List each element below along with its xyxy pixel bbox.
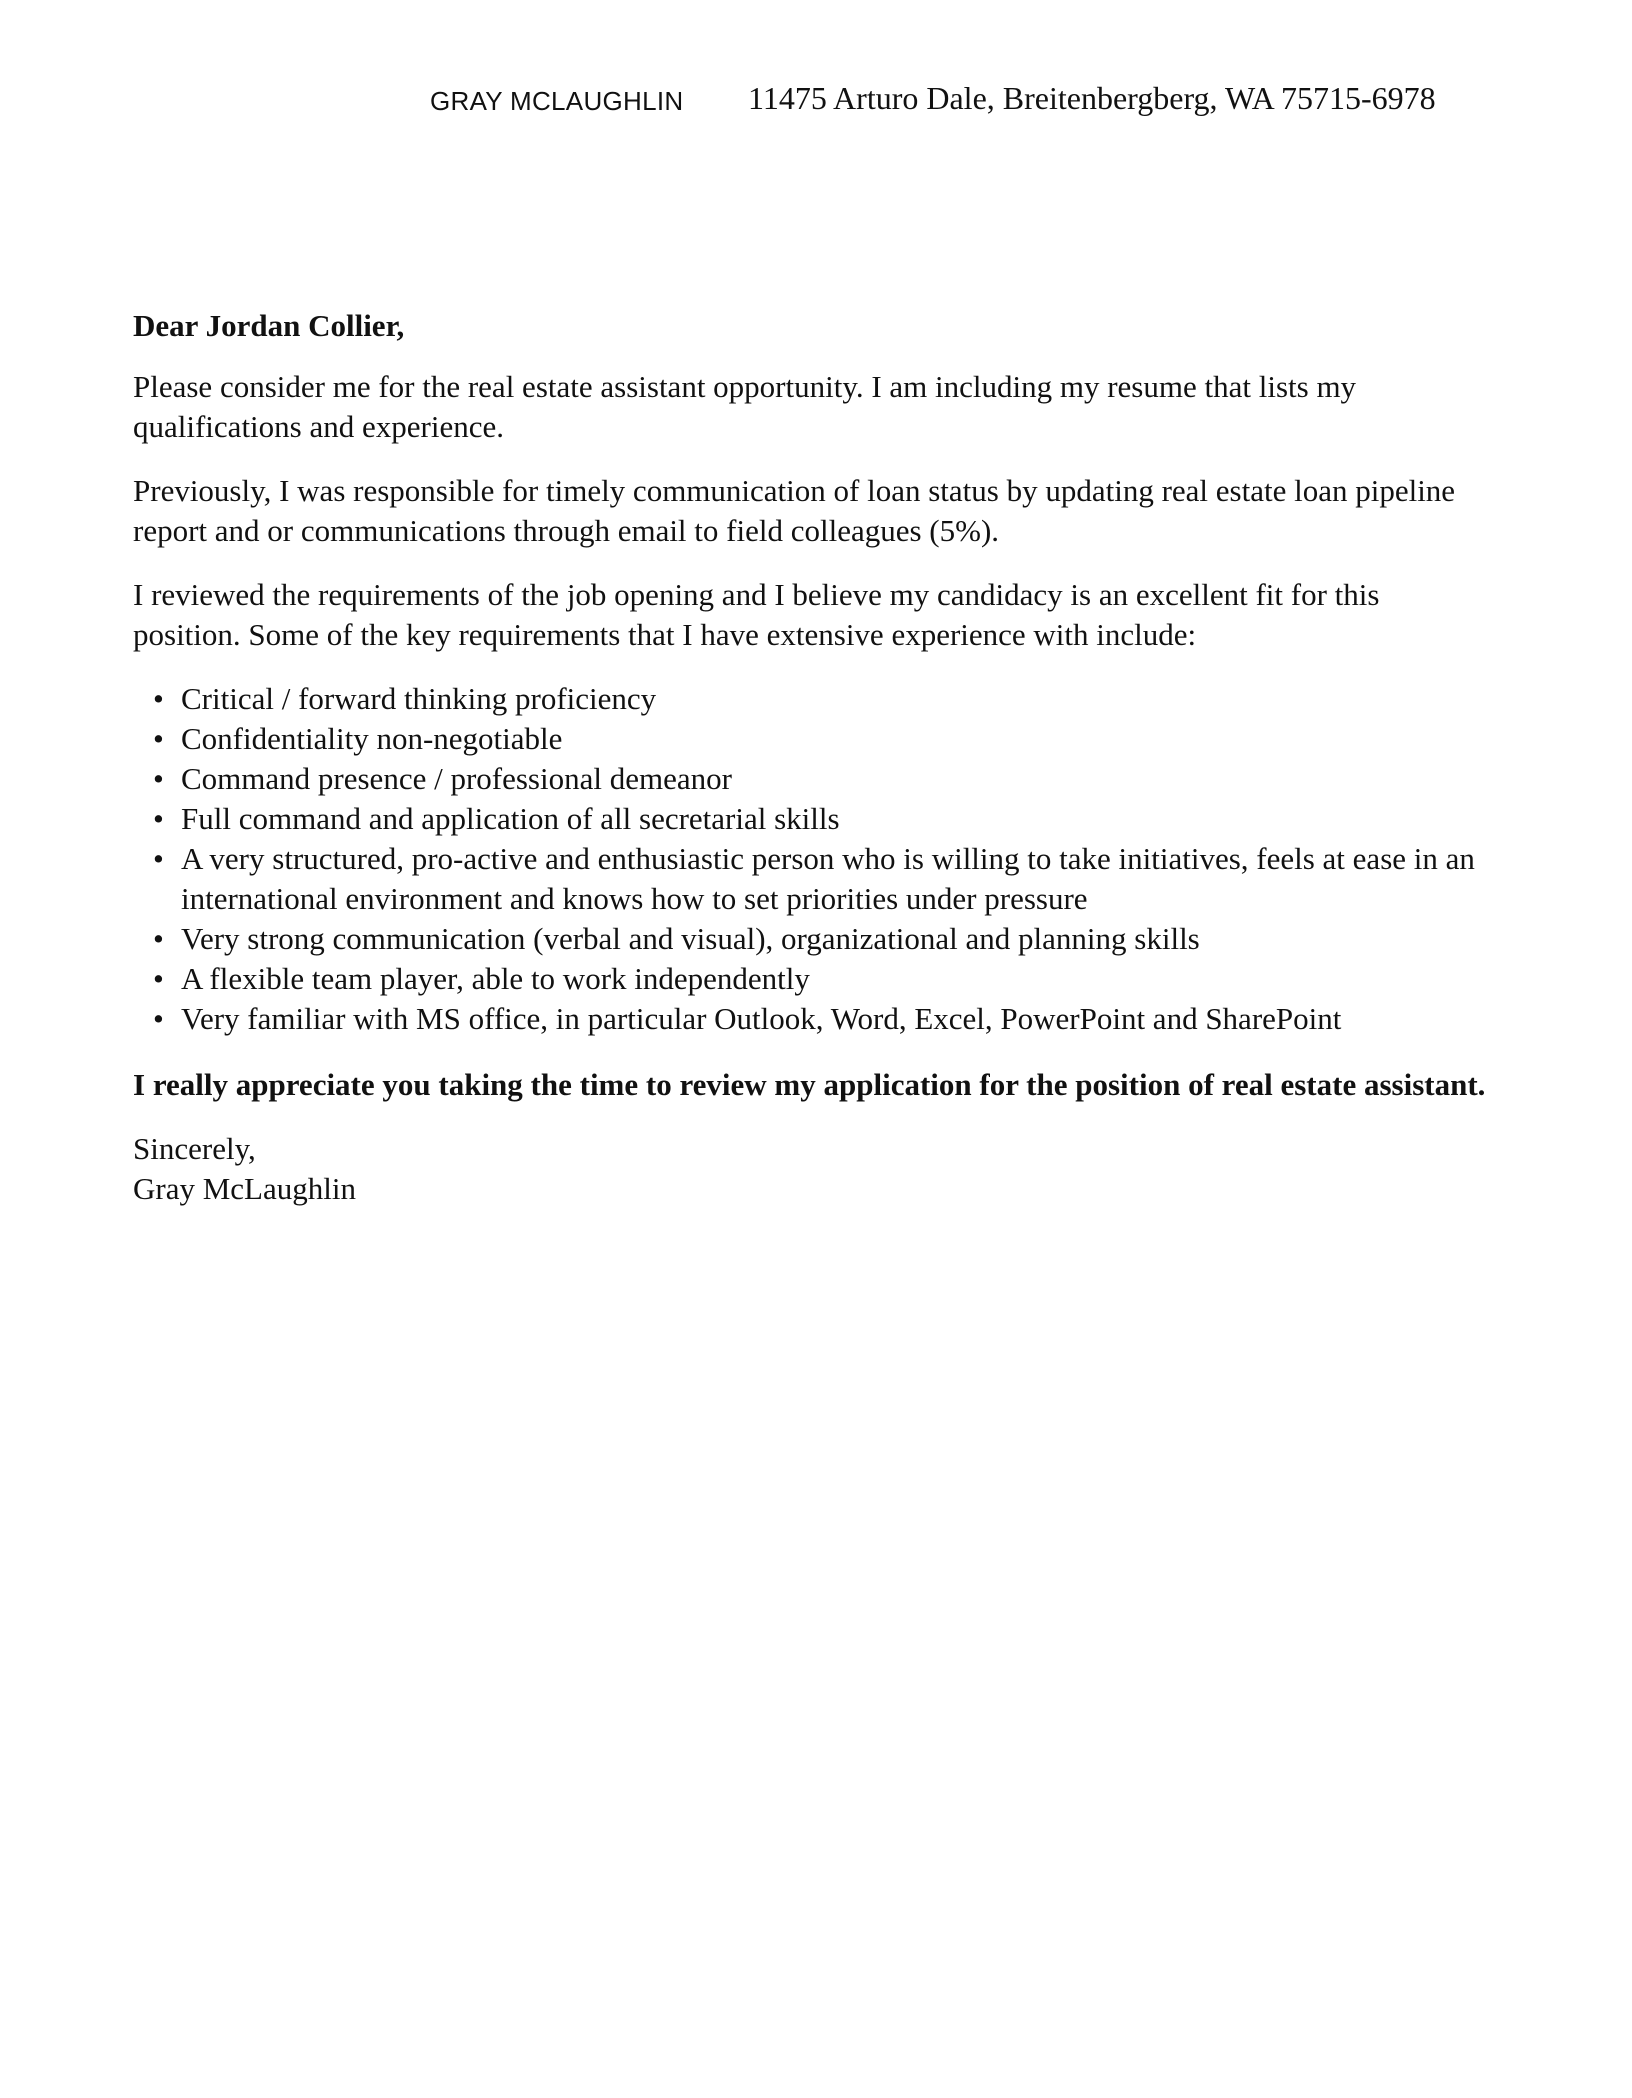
sender-address: 11475 Arturo Dale, Breitenbergberg, WA 75715-6978: [748, 80, 1436, 116]
list-item-text: A very structured, pro-active and enthusiastic person who is willing to take initiatives, feels at ease in an international environment and knows how to set priorities under pressure: [181, 841, 1475, 916]
bullet-icon: •: [153, 1001, 164, 1036]
bullet-icon: •: [153, 761, 164, 796]
greeting: Dear Jordan Collier,: [133, 308, 405, 343]
closing-statement: I really appreciate you taking the time to review my application for the position of real estate assistant.: [133, 1067, 1486, 1102]
list-item-text: A flexible team player, able to work independently: [181, 961, 810, 996]
list-item: [153, 799, 1493, 839]
bullet-icon: •: [153, 961, 164, 996]
list-item: [153, 999, 1493, 1039]
list-item: [153, 959, 1493, 999]
signature-name: Gray McLaughlin: [133, 1171, 356, 1206]
list-item-text: Full command and application of all secretarial skills: [181, 801, 840, 836]
signoff: Sincerely,: [133, 1131, 256, 1166]
sender-name: GRAY MCLAUGHLIN: [430, 86, 684, 116]
requirements-paragraph: I reviewed the requirements of the job opening and I believe my candidacy is an excellent fit for this position. Some of the key requirements that I have extensive experience with include:: [133, 577, 1380, 652]
bullet-icon: •: [153, 801, 164, 836]
list-item-text: Command presence / professional demeanor: [181, 761, 732, 796]
intro-paragraph: Please consider me for the real estate assistant opportunity. I am including my resume that lists my qualifications and experience.: [133, 369, 1357, 444]
bullet-icon: •: [153, 841, 164, 876]
list-item: [153, 839, 1493, 919]
bullet-icon: •: [153, 921, 164, 956]
list-item: [153, 719, 1493, 759]
letter-header: [0, 78, 1632, 124]
list-item: [153, 679, 1493, 719]
bullet-icon: •: [153, 721, 164, 756]
letter-body: [133, 306, 1493, 1209]
list-item-text: Very familiar with MS office, in particular Outlook, Word, Excel, PowerPoint and SharePoint: [181, 1001, 1342, 1036]
signoff-block: [133, 1129, 1493, 1209]
list-item: [153, 919, 1493, 959]
list-item-text: Very strong communication (verbal and visual), organizational and planning skills: [181, 921, 1200, 956]
list-item: [153, 759, 1493, 799]
experience-paragraph: Previously, I was responsible for timely communication of loan status by updating real estate loan pipeline report and or communications through email to field colleagues (5%).: [133, 473, 1456, 548]
list-item-text: Critical / forward thinking proficiency: [181, 681, 657, 716]
requirements-list: [133, 679, 1493, 1039]
list-item-text: Confidentiality non-negotiable: [181, 721, 563, 756]
bullet-icon: •: [153, 681, 164, 716]
